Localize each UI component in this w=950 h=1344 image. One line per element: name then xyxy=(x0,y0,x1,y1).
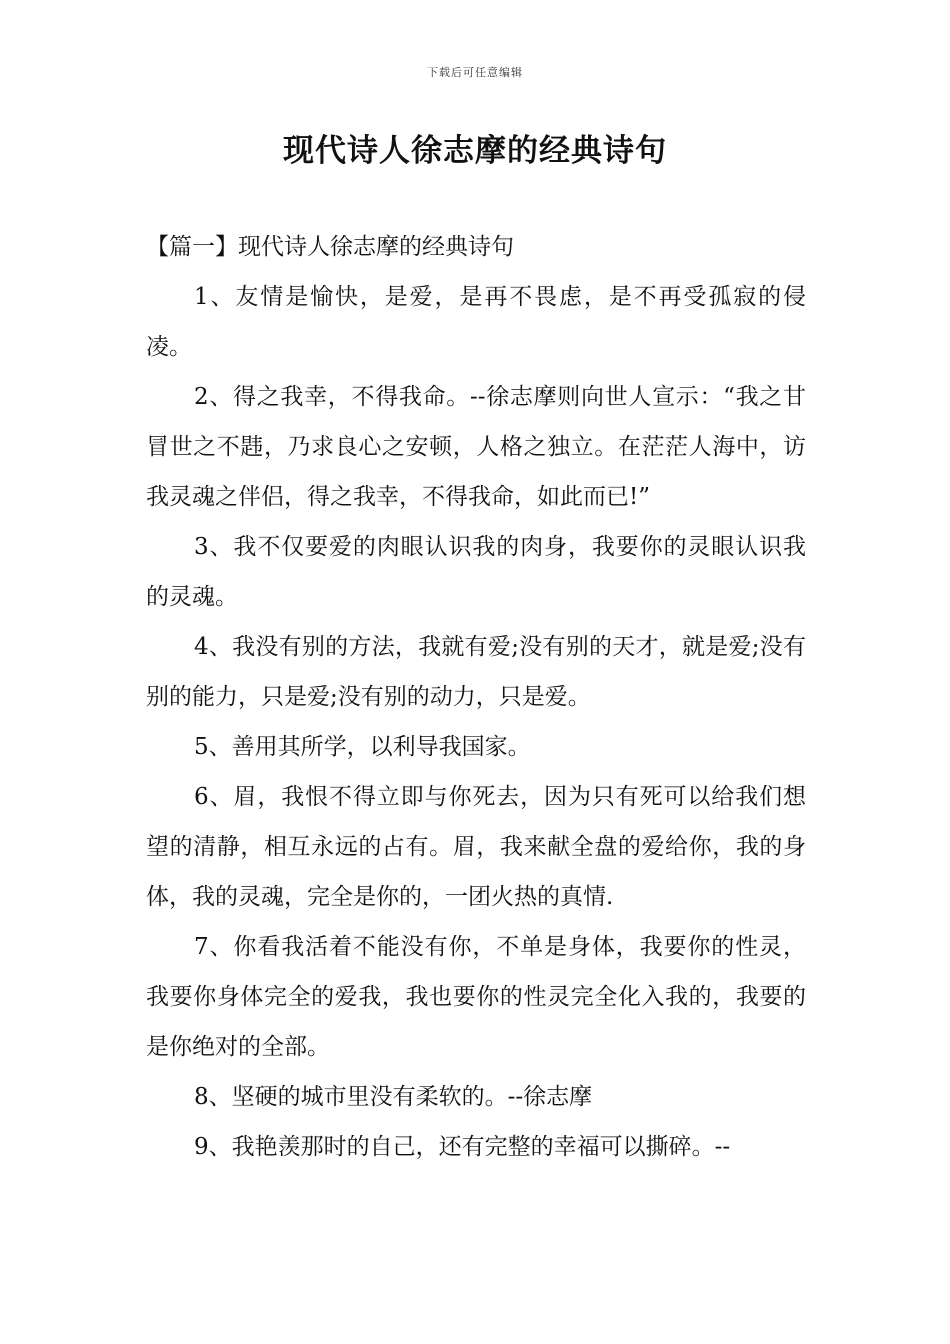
paragraph-1: 1、友情是愉快，是爱，是再不畏虑，是不再受孤寂的侵凌。 xyxy=(146,284,806,360)
paragraph-5: 5、善用其所学，以利导我国家。 xyxy=(194,734,531,760)
paragraph-8: 8、坚硬的城市里没有柔软的。--徐志摩 xyxy=(194,1084,593,1110)
paragraph-3: 3、我不仅要爱的肉眼认识我的肉身，我要你的灵眼认识我的灵魂。 xyxy=(146,534,806,610)
paragraph-6: 6、眉，我恨不得立即与你死去，因为只有死可以给我们想望的清静，相互永远的占有。眉，我来献全盘的爱给你，我的身体，我的灵魂，完全是你的，一团火热的真情. xyxy=(146,784,806,910)
section-heading: 【篇一】现代诗人徐志摩的经典诗句 xyxy=(146,234,514,260)
document-title: 现代诗人徐志摩的经典诗句 xyxy=(283,133,667,169)
header-note: 下载后可任意编辑 xyxy=(427,66,523,79)
paragraph-4: 4、我没有别的方法，我就有爱;没有别的天才，就是爱;没有别的能力，只是爱;没有别的动力，只是爱。 xyxy=(146,634,806,710)
document-body xyxy=(146,222,806,1172)
paragraph-2: 2、得之我幸，不得我命。--徐志摩则向世人宣示：“我之甘冒世之不韪，乃求良心之安顿，人格之独立。在茫茫人海中，访我灵魂之伴侣，得之我幸，不得我命，如此而已!” xyxy=(146,384,806,510)
paragraph-9: 9、我艳羡那时的自己，还有完整的幸福可以撕碎。-- xyxy=(194,1134,731,1160)
paragraph-7: 7、你看我活着不能没有你，不单是身体，我要你的性灵，我要你身体完全的爱我，我也要你的性灵完全化入我的，我要的是你绝对的全部。 xyxy=(146,934,806,1060)
